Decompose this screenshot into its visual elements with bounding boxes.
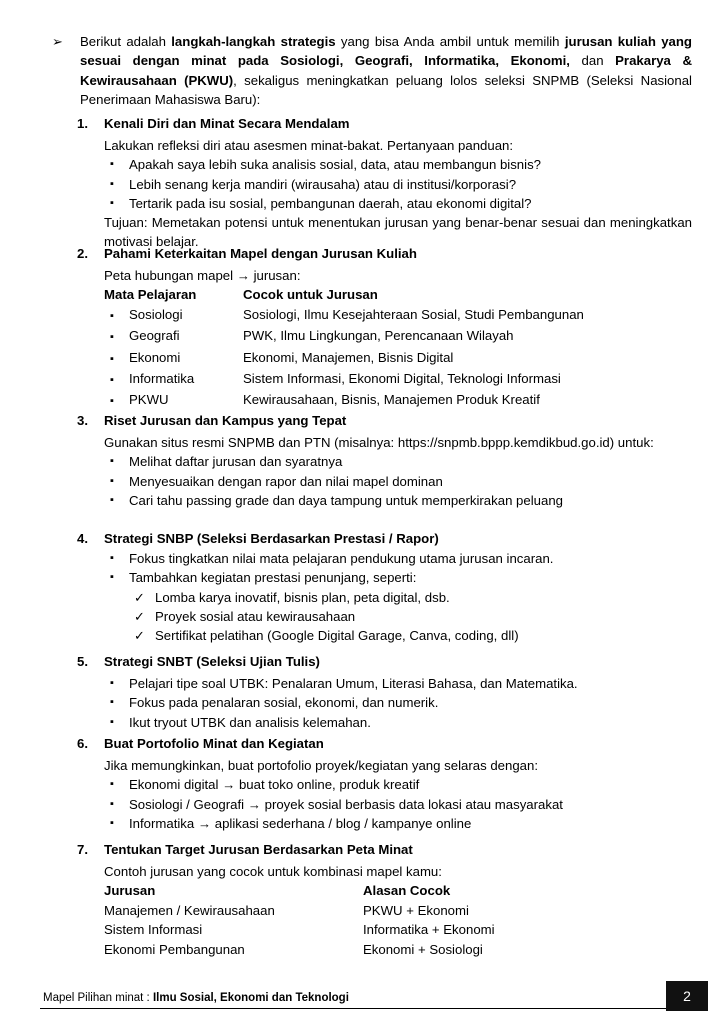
section-lead: Jika memungkinkan, buat portofolio proyek/kegiatan yang selaras dengan: [104, 758, 538, 773]
list-item-text: Informatika → aplikasi sederhana / blog / kampanye online [129, 815, 472, 831]
table-header-row [104, 285, 692, 304]
table-cell: Sosiologi, Ilmu Kesejahteraan Sosial, Studi Pembangunan [243, 306, 584, 322]
section-heading [77, 244, 692, 263]
list-item-text: Tambahkan kegiatan prestasi penunjang, seperti: [129, 570, 417, 586]
checkmark-icon: ✓ [134, 589, 145, 605]
square-bullet-icon: ▪ [110, 696, 114, 709]
square-bullet-icon: ▪ [110, 455, 114, 468]
list-item [104, 175, 692, 194]
check-item [104, 588, 692, 607]
intro-text [80, 32, 692, 110]
table-cell [104, 369, 243, 390]
mapping-table [104, 285, 692, 411]
arrow-bullet-icon: ➢ [52, 34, 64, 49]
square-bullet-icon: ▪ [110, 797, 114, 810]
section-title: Strategi SNBP (Seleksi Berdasarkan Prestasi / Rapor) [104, 531, 439, 546]
list-item-text: Tertarik pada isu sosial, pembangunan daerah, atau ekonomi digital? [129, 195, 532, 211]
list-item-text: Melihat daftar jurusan dan syaratnya [129, 454, 343, 470]
section-lead: Contoh jurusan yang cocok untuk kombinasi mapel kamu: [104, 864, 442, 879]
page-number: 2 [666, 981, 708, 1011]
table-cell: Manajemen / Kewirausahaan [104, 902, 275, 918]
section-lead: Peta hubungan mapel → jurusan: [104, 268, 301, 283]
section-title: Tentukan Target Jurusan Berdasarkan Peta Minat [104, 842, 413, 857]
section-title: Riset Jurusan dan Kampus yang Tepat [104, 413, 347, 428]
page-footer [40, 990, 692, 1012]
bullet-list [104, 155, 692, 213]
table-cell [104, 390, 243, 411]
square-bullet-icon: ▪ [110, 816, 114, 829]
intro-paragraph [52, 32, 692, 110]
square-bullet-icon: ▪ [110, 677, 114, 689]
checkmark-icon: ✓ [134, 608, 145, 624]
square-bullet-icon: ▪ [110, 552, 114, 564]
table-cell: PWK, Ilmu Lingkungan, Perencanaan Wilayah [243, 328, 514, 344]
table-header-cell: Jurusan [104, 883, 156, 899]
footer-prefix: Mapel Pilihan minat : [43, 992, 153, 1004]
table-row [104, 940, 692, 959]
list-item [104, 775, 692, 794]
footer-divider [40, 1008, 666, 1009]
list-item-text: Fokus pada penalaran sosial, ekonomi, dan numerik. [129, 695, 439, 711]
section-heading [77, 114, 692, 133]
table-cell [104, 348, 243, 369]
table-row [104, 348, 692, 369]
checkmark-icon: ✓ [134, 628, 145, 644]
intro-part: Berikut adalah [80, 34, 172, 49]
intro-part: Prakarya & Kewirausahaan (PKWU) [80, 53, 692, 88]
list-item-text: Pelajari tipe soal UTBK: Penalaran Umum, Literasi Bahasa, dan Matematika. [129, 676, 578, 691]
section-number: 5. [77, 654, 88, 669]
intro-part: , sekaligus meningkatkan peluang lolos seleksi SNPMB (Seleksi Nasional Penerimaan Mahasiswa Baru): [80, 72, 692, 108]
square-bullet-icon: ▪ [110, 158, 114, 171]
square-bullet-icon: ▪ [110, 196, 114, 209]
section-5 [77, 652, 692, 732]
table-cell-text: Ekonomi [129, 349, 181, 365]
table-row [104, 326, 692, 347]
table-cell: Ekonomi, Manajemen, Bisnis Digital [243, 349, 454, 365]
list-item [104, 472, 692, 491]
section-number: 7. [77, 842, 88, 857]
check-item-text: Proyek sosial atau kewirausahaan [155, 608, 356, 624]
intro-part: yang bisa Anda ambil untuk memilih [335, 34, 565, 49]
footer-subject: Ilmu Sosial, Ekonomi dan Teknologi [152, 992, 349, 1004]
list-item [104, 693, 692, 712]
bullet-list [104, 775, 692, 833]
section-2 [77, 244, 692, 412]
section-number: 3. [77, 413, 88, 428]
list-item-text: Ikut tryout UTBK dan analisis kelemahan. [129, 714, 371, 730]
section-title: Pahami Keterkaitan Mapel dengan Jurusan Kuliah [104, 246, 417, 261]
section-tail: Tujuan: Memetakan potensi untuk menentukan jurusan yang benar-benar sesuai dan meningkatkan motivasi belajar. [104, 215, 692, 250]
table-header-cell: Alasan Cocok [363, 883, 451, 899]
square-bullet-icon: ▪ [110, 493, 114, 506]
square-bullet-icon: ▪ [110, 352, 114, 365]
table-cell [104, 326, 243, 347]
section-number: 2. [77, 246, 88, 261]
check-list [104, 588, 692, 646]
table-cell: PKWU + Ekonomi [363, 902, 469, 918]
table-header-cell: Cocok untuk Jurusan [243, 287, 378, 303]
list-item-text: Cari tahu passing grade dan daya tampung untuk memperkirakan peluang [129, 492, 563, 508]
section-3 [77, 411, 692, 510]
check-item-text: Lomba karya inovatif, bisnis plan, peta digital, dsb. [155, 589, 450, 605]
square-bullet-icon: ▪ [110, 395, 114, 408]
bullet-list [104, 549, 692, 588]
list-item-text: Ekonomi digital → buat toko online, produk kreatif [129, 777, 420, 793]
section-title: Kenali Diri dan Minat Secara Mendalam [104, 116, 350, 131]
table-cell-text: PKWU [129, 392, 169, 408]
section-number: 1. [77, 116, 88, 131]
table-row [104, 305, 692, 326]
list-item [104, 452, 692, 471]
section-heading [77, 840, 692, 859]
list-item [104, 549, 692, 568]
square-bullet-icon: ▪ [110, 177, 114, 190]
check-item-text: Sertifikat pelatihan (Google Digital Garage, Canva, coding, dll) [155, 628, 519, 644]
list-item-text: Menyesuaikan dengan rapor dan nilai mapel dominan [129, 473, 443, 489]
section-heading [77, 652, 692, 671]
table-row [104, 920, 692, 939]
table-cell: Informatika + Ekonomi [363, 922, 495, 938]
table-cell-text: Geografi [129, 328, 180, 344]
table-header-cell: Mata Pelajaran [104, 287, 197, 303]
list-item [104, 194, 692, 213]
list-item [104, 491, 692, 510]
check-item [104, 607, 692, 626]
section-6 [77, 734, 692, 833]
table-cell: Sistem Informasi [104, 922, 203, 938]
intro-part: jurusan kuliah yang sesuai dengan minat pada Sosiologi, Geografi, Informatika, Ekonomi, [80, 34, 692, 69]
square-bullet-icon: ▪ [110, 474, 114, 487]
list-item [104, 155, 692, 174]
section-lead: Lakukan refleksi diri atau asesmen minat-bakat. Pertanyaan panduan: [104, 138, 514, 153]
list-item [104, 568, 692, 587]
list-item [104, 795, 692, 814]
square-bullet-icon: ▪ [110, 571, 114, 584]
check-item [104, 626, 692, 645]
section-heading [77, 411, 692, 430]
table-cell [104, 305, 243, 326]
intro-part: langkah-langkah strategis [171, 34, 336, 49]
square-bullet-icon: ▪ [110, 331, 114, 344]
section-7 [77, 840, 692, 959]
list-item-text: Lebih senang kerja mandiri (wirausaha) atau di institusi/korporasi? [129, 176, 517, 192]
intro-part: dan [569, 53, 616, 69]
square-bullet-icon: ▪ [110, 778, 114, 791]
bullet-list [104, 452, 692, 510]
table-cell-text: Sosiologi [129, 306, 183, 322]
table-cell: Sistem Informasi, Ekonomi Digital, Teknologi Informasi [243, 370, 561, 386]
list-item-text: Sosiologi / Geografi → proyek sosial berbasis data lokasi atau masyarakat [129, 796, 563, 812]
list-item-text: Fokus tingkatkan nilai mata pelajaran pendukung utama jurusan incaran. [129, 551, 554, 566]
section-lead: Gunakan situs resmi SNPMB dan PTN (misalnya: https://snpmb.bppp.kemdikbud.go.id) untuk: [104, 435, 654, 450]
table-cell: Ekonomi Pembangunan [104, 941, 245, 957]
table-row [104, 901, 692, 920]
section-heading [77, 529, 692, 548]
section-4 [77, 529, 692, 645]
list-item [104, 674, 692, 693]
section-title: Buat Portofolio Minat dan Kegiatan [104, 736, 324, 751]
section-heading [77, 734, 692, 753]
target-table [104, 881, 692, 959]
square-bullet-icon: ▪ [110, 373, 114, 386]
table-cell-text: Informatika [129, 370, 195, 386]
footer-text [43, 990, 349, 1006]
section-number: 6. [77, 736, 88, 751]
table-row [104, 369, 692, 390]
list-item [104, 814, 692, 833]
square-bullet-icon: ▪ [110, 309, 114, 322]
table-cell: Ekonomi + Sosiologi [363, 941, 483, 957]
square-bullet-icon: ▪ [110, 715, 114, 728]
list-item [104, 713, 692, 732]
table-header-row [104, 881, 692, 900]
section-number: 4. [77, 531, 88, 546]
table-row [104, 390, 692, 411]
table-cell: Kewirausahaan, Bisnis, Manajemen Produk Kreatif [243, 392, 540, 408]
list-item-text: Apakah saya lebih suka analisis sosial, data, atau membangun bisnis? [129, 157, 541, 173]
section-1 [77, 114, 692, 252]
section-title: Strategi SNBT (Seleksi Ujian Tulis) [104, 654, 320, 669]
bullet-list [104, 674, 692, 732]
